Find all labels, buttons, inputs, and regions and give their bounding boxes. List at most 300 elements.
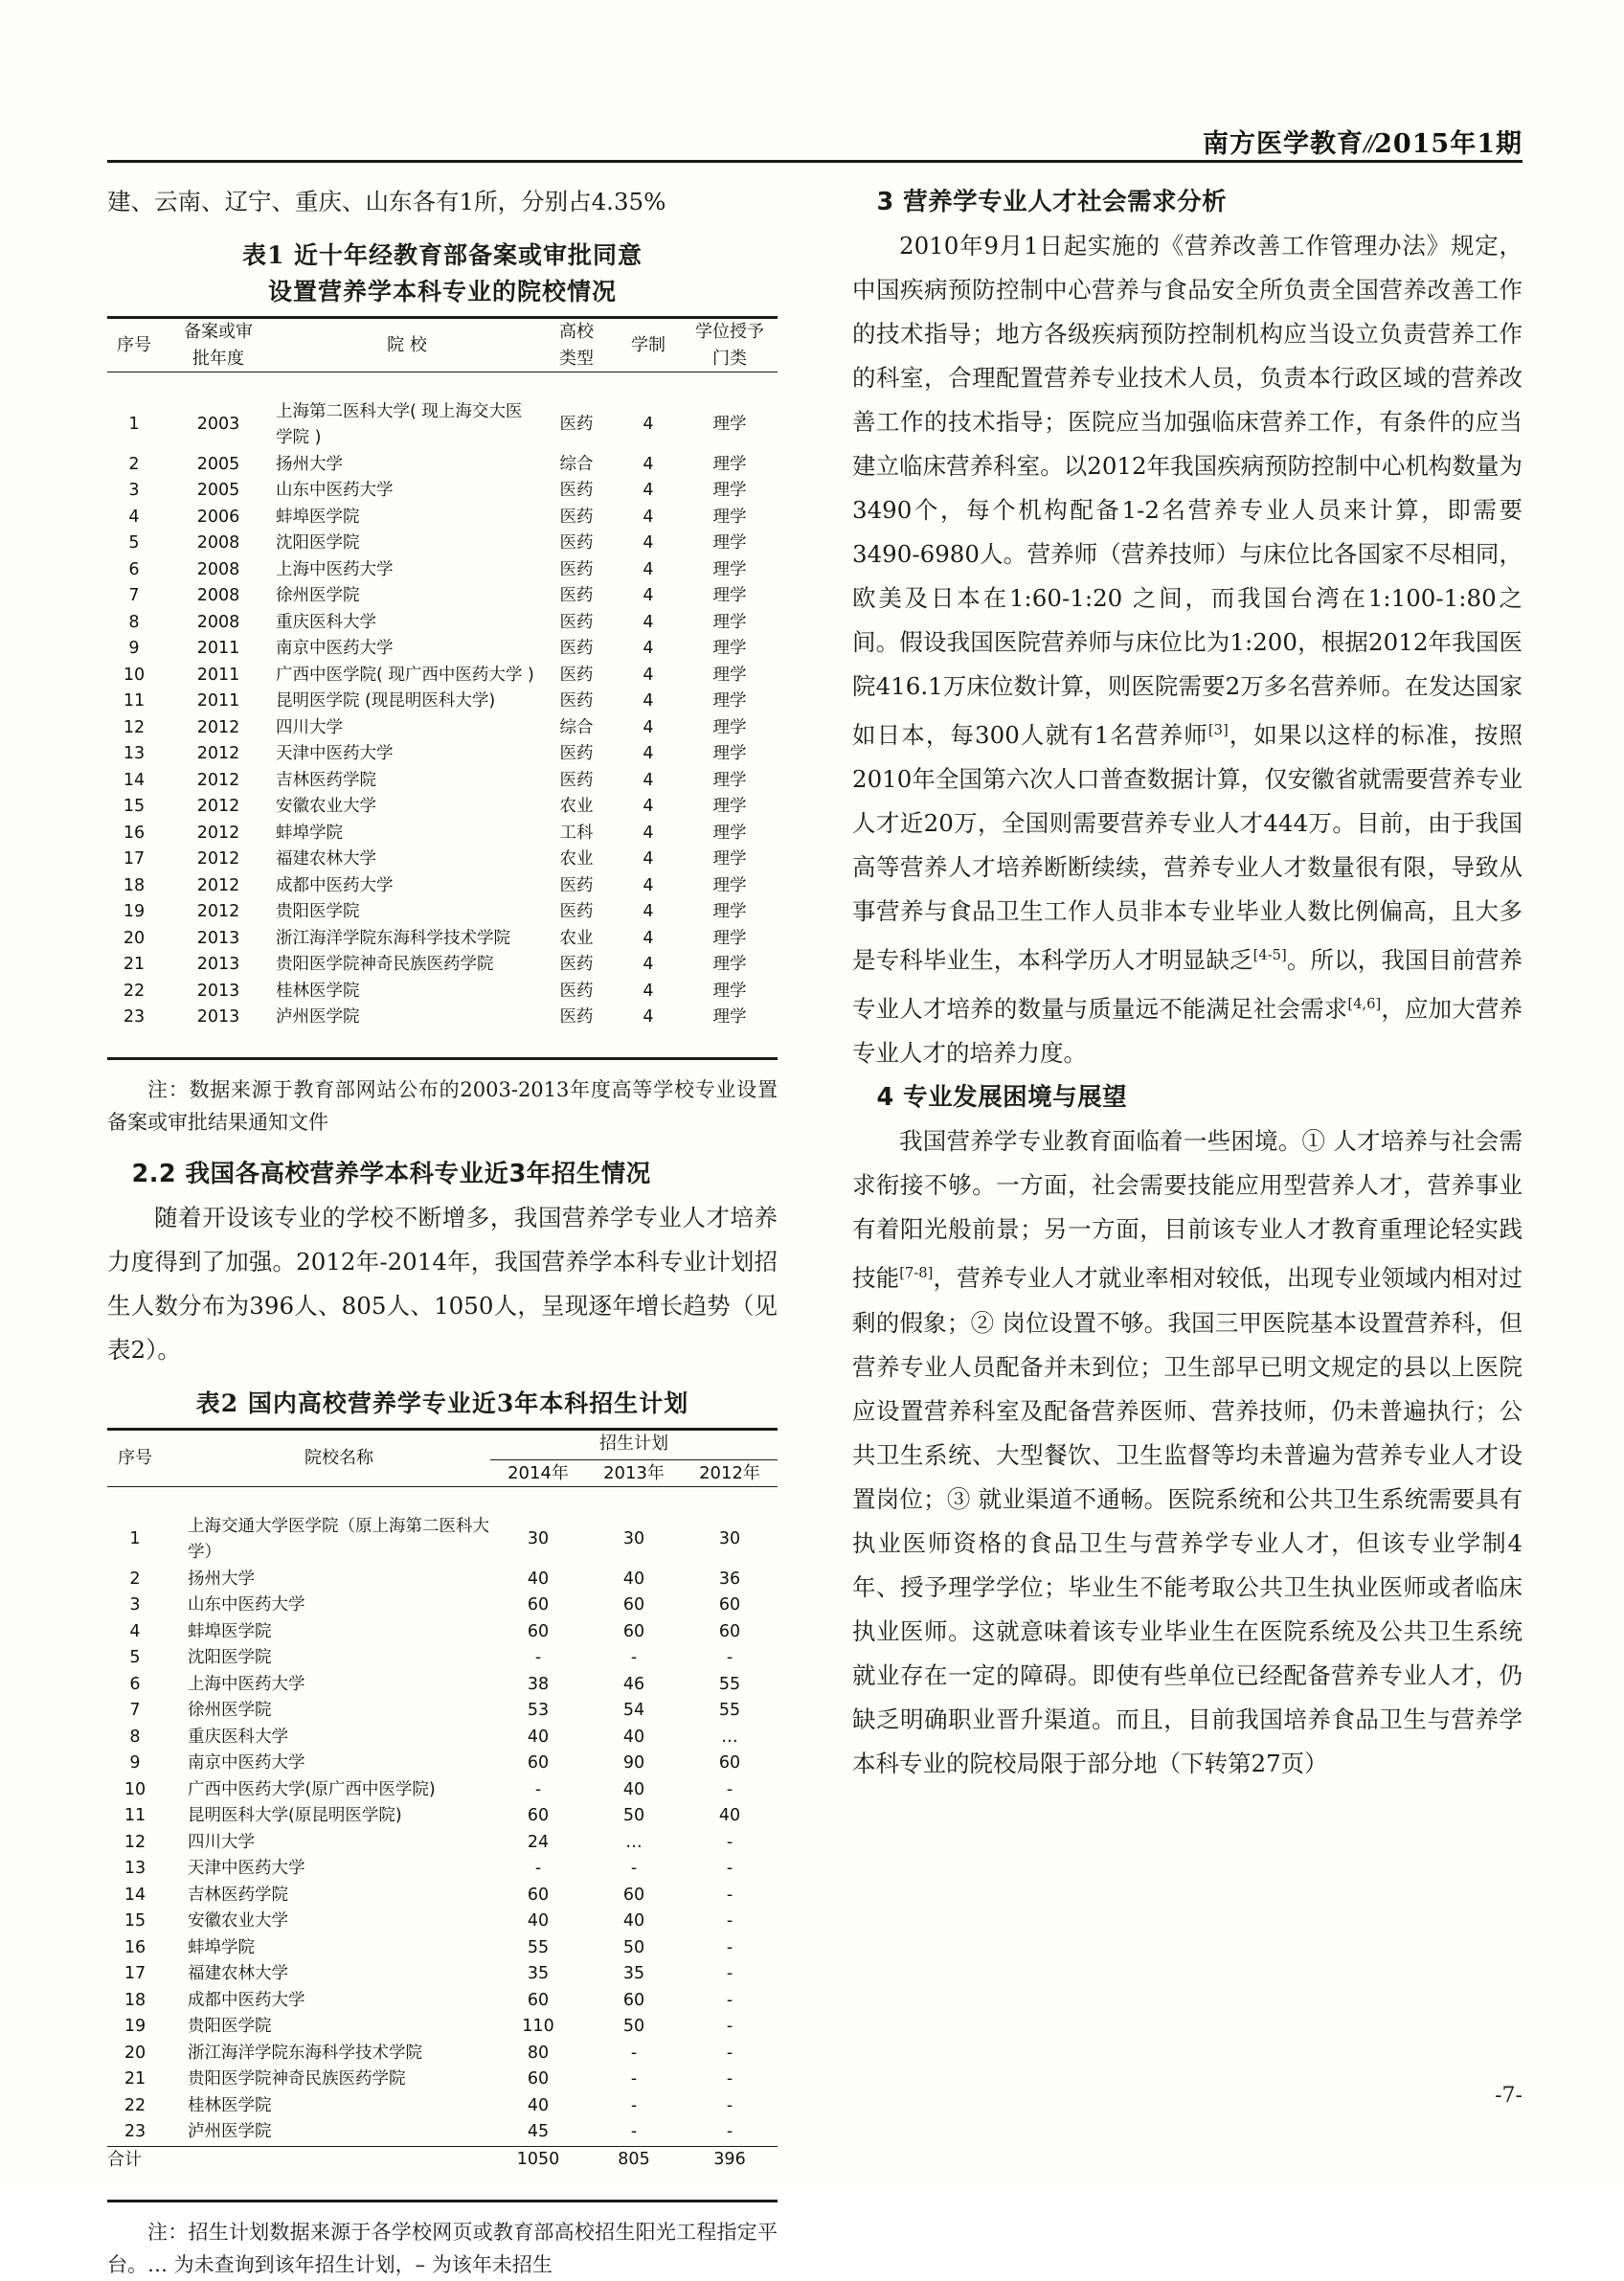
section-4-text-1: 我国营养学专业教育面临着一些困境。① 人才培养与社会需求衔接不够。一方面，社会需要技能应用型营养人才，营养事业有着阳光般前景；另一方面，目前该专业人才教育重理论轻实践技能 — [852, 1127, 1522, 1293]
table1-cell-num: 19 — [123, 902, 146, 921]
table1-cell-type: 医药 — [559, 691, 594, 711]
table2-cell-num: 13 — [124, 1859, 147, 1878]
table1-cell-num: 1 — [128, 415, 140, 435]
table1-cell-school: 泸州医学院 — [276, 1007, 360, 1027]
table-row — [107, 1005, 778, 1031]
table2-cell-2014: 40 — [527, 1727, 550, 1747]
table-row — [107, 952, 778, 979]
table1-header-type-line2: 类型 — [559, 348, 594, 369]
table1-cell-degree: 理学 — [712, 823, 747, 843]
table1-cell-degree: 理学 — [712, 533, 747, 553]
table2-cell-2014: - — [534, 1779, 542, 1799]
table1-cell-num: 8 — [128, 612, 140, 632]
table2-cell-2012: 60 — [718, 1753, 741, 1773]
table1-cell-num: 9 — [128, 639, 140, 658]
table1-cell-degree: 理学 — [712, 770, 747, 790]
table2-cell-num: 22 — [124, 2095, 147, 2115]
table-row — [107, 741, 778, 768]
table2-cell-school: 蚌埠医学院 — [188, 1621, 272, 1641]
table1-cell-school: 南京中医药大学 — [276, 639, 394, 658]
table2-cell-num: 5 — [129, 1648, 141, 1667]
table2-cell-school: 重庆医科大学 — [188, 1727, 288, 1747]
table2-header-2012: 2012年 — [699, 1462, 760, 1483]
table2-cell-school: 昆明医科大学(原昆明医学院) — [188, 1806, 402, 1825]
page-content-area — [107, 0, 1523, 2276]
table1-header-row — [107, 318, 778, 373]
table2-cell-num: 10 — [124, 1779, 147, 1799]
table1-cell-year: 2012 — [196, 875, 240, 895]
header-separator: // — [1364, 129, 1375, 158]
table2-cell-school: 桂林医学院 — [188, 2095, 272, 2115]
table1-cell-degree: 理学 — [712, 612, 747, 632]
table1-cell-type: 农业 — [559, 797, 594, 816]
table2-cell-2014: 60 — [527, 1806, 550, 1825]
table1-cell-year: 2013 — [196, 981, 240, 1001]
table2-cell-num: 23 — [124, 2122, 147, 2141]
table1-cell-degree: 理学 — [712, 507, 747, 527]
section-4-heading: 4 专业发展困境与展望 — [876, 1083, 1128, 1113]
table1-cell-num: 22 — [123, 981, 146, 1001]
table1-cell-degree: 理学 — [712, 481, 747, 500]
table1-cell-degree: 理学 — [712, 586, 747, 605]
left-column — [107, 180, 778, 2281]
table1-cell-school: 昆明医学院 (现昆明医科大学) — [276, 691, 496, 711]
table1-header-degree-line1: 学位授予 — [695, 322, 764, 342]
table2-cell-num: 7 — [129, 1701, 141, 1720]
table2-cell-2013: 90 — [622, 1753, 645, 1773]
table1-cell-school: 山东中医药大学 — [276, 481, 394, 500]
table1-cell-length: 4 — [643, 559, 654, 579]
table1-cell-school: 徐州医学院 — [276, 586, 360, 605]
table2-cell-2014: 53 — [527, 1701, 550, 1720]
table1-header-length: 学制 — [631, 334, 665, 355]
table2-cell-num: 15 — [124, 1911, 147, 1931]
table1-cell-num: 16 — [123, 823, 146, 843]
table1-cell-degree: 理学 — [712, 797, 747, 816]
table1-cell-length: 4 — [643, 639, 654, 658]
table-row — [107, 1935, 778, 1962]
table2-cell-2012: - — [726, 2122, 733, 2141]
table1-cell-school: 重庆医科大学 — [276, 612, 376, 632]
table1-cell-school: 广西中医学院( 现广西中医药大学 ) — [276, 665, 534, 685]
table2-cell-2013: 40 — [622, 1727, 645, 1747]
table-row — [107, 636, 778, 663]
table1-header-num: 序号 — [117, 334, 151, 355]
table1-cell-school: 上海第二医科大学( 现上海交大医学院 ) — [276, 401, 523, 447]
right-column — [852, 180, 1522, 1786]
journal-title: 南方医学教育 — [1203, 129, 1365, 159]
table1-cell-year: 2011 — [196, 665, 240, 685]
table1-cell-length: 4 — [643, 665, 654, 685]
table1-cell-length: 4 — [643, 849, 654, 869]
table1-cell-year: 2012 — [196, 770, 240, 790]
table2-cell-2013: 54 — [622, 1701, 645, 1720]
table1-header-divider — [107, 373, 778, 399]
table2-cell-2013: - — [630, 1648, 638, 1667]
continued-paragraph — [107, 180, 778, 224]
table2-cell-num: 8 — [129, 1727, 141, 1747]
table2-cell-school: 扬州大学 — [188, 1569, 255, 1589]
table1-cell-length: 4 — [643, 955, 654, 974]
section-4-paragraph — [852, 1119, 1522, 1785]
header-divider — [107, 160, 1522, 163]
table1-cell-type: 综合 — [559, 717, 594, 737]
table1-header-year — [161, 318, 276, 373]
table2-cell-2012: 30 — [718, 1529, 741, 1549]
table2-cell-2013: 50 — [622, 1806, 645, 1825]
table2-cell-school: 天津中医药大学 — [188, 1859, 305, 1878]
table1-cell-num: 21 — [123, 955, 146, 974]
table2-cell-2012: - — [726, 1990, 733, 2010]
section-3-text-3: 。所以，我国目前营养专业人才培养的数量与质量远不能满足社会需求 — [852, 946, 1522, 1024]
table-row — [107, 821, 778, 847]
table1-cell-year: 2012 — [196, 797, 240, 816]
table1-cell-length: 4 — [643, 823, 654, 843]
table2-cell-2013: 30 — [622, 1529, 645, 1549]
table1-header-type — [538, 318, 615, 373]
table1-cell-degree: 理学 — [712, 875, 747, 895]
table1-cell-length: 4 — [643, 717, 654, 737]
table2-cell-num: 9 — [129, 1753, 141, 1773]
table-row — [107, 847, 778, 873]
table-row — [107, 689, 778, 715]
table2-cell-2013: - — [630, 2069, 638, 2089]
table2-cell-school: 安徽农业大学 — [188, 1911, 288, 1931]
section-4-text-2: ，营养专业人才就业率相对较低，出现专业领域内相对过剩的假象；② 岗位设置不够。我国三甲医院基本设置营养科，但营养专业人员配备并未到位；卫生部早已明文规定的县以上医院应设置营养科室及配备营养医师、营养技师，仍未普遍执行；公共卫生系统、大型餐饮、卫生监督等均未普遍为营养专业人才设置岗位；③ 就业渠道不通畅。医院系统和公共卫生系统需要具有执业医师资格的食品卫生与营养学专业人才，但该专业学制4年、授予理学学位；毕业生不能考取公共卫生执业医师或者临床执业医师。这就意味着该专业毕业生在医院系统及公共卫生系统就业存在一定的障碍。即使有些单位已经配备营养专业人才，仍缺乏明确职业晋升渠道。而且，目前我国培养食品卫生与营养学本科专业的院校局限于部分地（下转第27页） — [852, 1264, 1522, 1777]
table1-cell-length: 4 — [643, 481, 654, 500]
table2-cell-2012: - — [726, 2069, 733, 2089]
table1-cell-degree: 理学 — [712, 559, 747, 579]
table1-cell-type: 医药 — [559, 902, 594, 921]
page-footer — [107, 2084, 1522, 2108]
subsection-2-2-heading: 2.2 我国各高校营养学本科专业近3年招生情况 — [131, 1160, 651, 1188]
table1-header-year-line2: 批年度 — [192, 348, 244, 369]
table2-cell-school: 南京中医药大学 — [188, 1753, 305, 1773]
table1-cell-year: 2003 — [196, 415, 240, 435]
table1-cell-year: 2012 — [196, 744, 240, 763]
subsection-2-2-paragraph: 随着开设该专业的学校不断增多，我国营养学专业人才培养力度得到了加强。2012年-2014年，我国营养学本科专业计划招生人数分布为396人、805人、1050人，呈现逐年增长趋势（见表2）。 — [107, 1204, 778, 1364]
table-row — [107, 1725, 778, 1751]
table2-cell-num: 14 — [124, 1885, 147, 1905]
table1-cell-num: 18 — [123, 875, 146, 895]
table2-cell-2014: 40 — [527, 2095, 550, 2115]
table-row — [107, 583, 778, 610]
table1-cell-length: 4 — [643, 1007, 654, 1027]
table2-cell-2012: - — [726, 1832, 733, 1852]
table2-cell-2012: - — [726, 2043, 733, 2063]
section-4-body — [852, 1119, 1522, 1785]
table2-cell-2014: 60 — [527, 1753, 550, 1773]
table2-cell-2013: 60 — [622, 1595, 645, 1615]
table1-cell-type: 农业 — [559, 849, 594, 869]
table1-divider-cell — [107, 373, 778, 399]
table2-cell-2013: - — [630, 2043, 638, 2063]
table1-cell-year: 2005 — [196, 454, 240, 474]
table2-cell-2012: - — [726, 1885, 733, 1905]
issue-label: 2015年1期 — [1374, 129, 1522, 159]
section-3-ref-3: [4,6] — [1347, 996, 1382, 1013]
table1-cell-school: 福建农林大学 — [276, 849, 376, 869]
table-row — [107, 1672, 778, 1699]
table2-cell-2013: 60 — [622, 1990, 645, 2010]
table2-cell-school: 泸州医学院 — [188, 2122, 272, 2141]
table2-cell-2013: - — [630, 2095, 638, 2115]
table2-cell-2012: - — [726, 1859, 733, 1878]
table1-cell-length: 4 — [643, 507, 654, 527]
table1-header-type-line1: 高校 — [559, 322, 594, 342]
table1-caption-line2: 设置营养学本科专业的院校情况 — [267, 278, 617, 305]
table-row — [107, 979, 778, 1005]
table1-cell-type: 医药 — [559, 586, 594, 605]
table2-cell-2014: 110 — [522, 2017, 554, 2036]
table2-cell-2012: - — [726, 1964, 733, 1983]
table2-cell-2012: - — [726, 2017, 733, 2036]
table1-note: 注：数据来源于教育部网站公布的2003-2013年度高等学校专业设置备案或审批结果通知文件 — [107, 1078, 778, 1134]
table-row — [107, 926, 778, 953]
table1-bottom-divider — [107, 1031, 778, 1059]
table1-cell-type: 医药 — [559, 612, 594, 632]
table1-cell-degree: 理学 — [712, 717, 747, 737]
table1-cell-year: 2005 — [196, 481, 240, 500]
table2-cell-2013: - — [630, 1859, 638, 1878]
table1-cell-degree: 理学 — [712, 665, 747, 685]
table-row — [107, 610, 778, 637]
table2-caption: 表2 国内高校营养学专业近3年本科招生计划 — [195, 1389, 689, 1417]
table2-cell-2014: - — [534, 1648, 542, 1667]
table2-total-2012: 396 — [713, 2149, 746, 2169]
table-row — [107, 1830, 778, 1857]
table-row — [107, 505, 778, 531]
table2-divider-cell — [107, 1487, 778, 1514]
table1-caption-line1: 表1 近十年经教育部备案或审批同意 — [241, 241, 643, 269]
section-3-text-4: ，应加大营养专业人才的培养力度。 — [852, 995, 1523, 1068]
table1-cell-school: 成都中医药大学 — [276, 875, 394, 895]
table2-cell-num: 19 — [124, 2017, 147, 2036]
table2-cell-2012: 60 — [718, 1621, 741, 1641]
table1-cell-year: 2008 — [196, 533, 240, 553]
table2-cell-2012: - — [726, 1779, 733, 1799]
table1-cell-year: 2008 — [196, 559, 240, 579]
table2-cell-2014: 60 — [527, 1990, 550, 2010]
table1-cell-num: 12 — [123, 717, 146, 737]
table-row — [107, 1908, 778, 1935]
table-row — [107, 715, 778, 742]
table-row — [107, 1777, 778, 1804]
table1-cell-school: 蚌埠学院 — [276, 823, 343, 843]
table1-cell-length: 4 — [643, 533, 654, 553]
section-3-text-2: ，如果以这样的标准，按照2010年全国第六次人口普查数据计算，仅安徽省就需要营养专业人才近20万，全国则需要营养专业人才444万。目前，由于我国高等营养人才培养断断续续，营养专业人才数量很有限，导致从事营养与食品卫生工作人员非本专业毕业人数比例偏高，且大多是专科毕业生，本科学历人才明显缺乏 — [852, 721, 1522, 975]
table2-cell-2013: 60 — [622, 1885, 645, 1905]
table2-cell-2013: 40 — [622, 1911, 645, 1931]
table1-cell-year: 2012 — [196, 717, 240, 737]
table2-cell-2013: - — [630, 2122, 638, 2141]
table1-cell-school: 天津中医药大学 — [276, 744, 394, 763]
table2-cell-2013: 60 — [622, 1621, 645, 1641]
section-3-ref-1: [3] — [1207, 722, 1229, 738]
table-row — [107, 1645, 778, 1672]
table2-cell-num: 3 — [129, 1595, 141, 1615]
table2-cell-2013: 50 — [622, 1937, 645, 1957]
table1-cell-year: 2013 — [196, 1007, 240, 1027]
section-3-text-1: 2010年9月1日起实施的《营养改善工作管理办法》规定，中国疾病预防控制中心营养与食品安全所负责全国营养改善工作的技术指导；地方各级疾病预防控制机构应当设立负责营养工作的科室，合理配置营养专业技术人员，负责本行政区域的营养改善工作的技术指导；医院应当加强临床营养工作，有条件的应当建立临床营养科室。以2012年我国疾病预防控制中心机构数量为3490个，每个机构配备1-2名营养专业人员来计算，即需要3490-6980人。营养师（营养技师）与床位比各国家不尽相同，欧美及日本在1:60-1:20 之间，而我国台湾在1:100-1:80之间。假设我国医院营养师与床位比为1:200，根据2012年我国医院416.1万床位数计算，则医院需要2万多名营养师。在发达国家如日本，每300人就有1名营养师 — [852, 232, 1522, 750]
table-row — [107, 1567, 778, 1593]
table-row — [107, 2014, 778, 2041]
table1-cell-type: 医药 — [559, 665, 594, 685]
table-row — [107, 1514, 778, 1567]
table1-caption — [107, 237, 778, 310]
table2-cell-school: 上海中医药大学 — [188, 1674, 305, 1694]
table2-total-2014: 1050 — [516, 2149, 560, 2169]
table1-cell-year: 2008 — [196, 612, 240, 632]
table1-cell-num: 11 — [123, 691, 146, 711]
table1-cell-length: 4 — [643, 586, 654, 605]
table2-cell-school: 贵阳医学院 — [188, 2017, 272, 2036]
table1-cell-num: 6 — [128, 559, 140, 579]
table2-cell-num: 21 — [124, 2069, 147, 2089]
table2-cell-num: 12 — [124, 1832, 147, 1852]
table2-cell-school: 成都中医药大学 — [188, 1990, 305, 2010]
table1-cell-year: 2011 — [196, 691, 240, 711]
page-number: -7- — [1495, 2084, 1522, 2108]
table2-cell-school: 吉林医药学院 — [188, 1885, 288, 1905]
table-row — [107, 1619, 778, 1646]
section-3-ref-2: [4-5] — [1252, 947, 1287, 964]
table2-header-group: 招生计划 — [490, 1430, 778, 1460]
table-row — [107, 1856, 778, 1883]
table2-header-row-1 — [107, 1430, 778, 1460]
table-row — [107, 2041, 778, 2067]
table2-cell-2013: 50 — [622, 2017, 645, 2036]
table2-cell-2014: 55 — [527, 1937, 550, 1957]
table1-bottom-cell — [107, 1031, 778, 1059]
table2-cell-2013: 35 — [622, 1964, 645, 1983]
table2-cell-2012: - — [726, 2095, 733, 2115]
table1-cell-type: 医药 — [559, 770, 594, 790]
table1-cell-degree: 理学 — [712, 849, 747, 869]
table2-cell-school: 四川大学 — [188, 1832, 255, 1852]
section-4-ref-1: [7-8] — [899, 1265, 934, 1282]
table1-cell-year: 2013 — [196, 928, 240, 948]
table1-cell-school: 蚌埠医学院 — [276, 507, 360, 527]
table-row — [107, 452, 778, 479]
table2-cell-2014: 40 — [527, 1569, 550, 1589]
table2-bottom-cell — [107, 2173, 778, 2201]
table1-cell-type: 农业 — [559, 928, 594, 948]
table2-cell-school: 沈阳医学院 — [188, 1648, 272, 1667]
table2-cell-2012: 55 — [718, 1701, 741, 1720]
table1-header-degree-line2: 门类 — [712, 348, 747, 369]
table1-cell-num: 20 — [123, 928, 146, 948]
table2-cell-2012: - — [726, 1911, 733, 1931]
table2-cell-2014: - — [534, 1859, 542, 1878]
table2-total-label: 合计 — [107, 2149, 142, 2170]
table1-cell-school: 桂林医学院 — [276, 981, 360, 1001]
page-header — [107, 123, 1522, 160]
table2-cell-school: 山东中医药大学 — [188, 1595, 305, 1615]
table-row — [107, 1803, 778, 1830]
table1-cell-num: 2 — [128, 454, 140, 474]
table1-cell-year: 2012 — [196, 823, 240, 843]
table2-cell-2012: 55 — [718, 1674, 741, 1694]
table2-cell-2012: - — [726, 1648, 733, 1667]
table2-cell-school: 上海交通大学医学院（原上海第二医科大学） — [188, 1516, 489, 1562]
table1-cell-school: 安徽农业大学 — [276, 797, 376, 816]
table-row — [107, 768, 778, 795]
table1-cell-type: 医药 — [559, 875, 594, 895]
table2-cell-2013: 40 — [622, 1569, 645, 1589]
table1-cell-length: 4 — [643, 797, 654, 816]
table2-cell-2014: 40 — [527, 1911, 550, 1931]
table1-cell-length: 4 — [643, 454, 654, 474]
table2-cell-2014: 45 — [527, 2122, 550, 2141]
table1-cell-length: 4 — [643, 902, 654, 921]
table2-cell-2012: 40 — [718, 1806, 741, 1825]
table2-cell-num: 1 — [129, 1529, 141, 1549]
table1-cell-length: 4 — [643, 612, 654, 632]
table2-cell-2014: 60 — [527, 1885, 550, 1905]
subsection-2-2-body — [107, 1196, 778, 1372]
table2-total-2013: 805 — [618, 2149, 650, 2169]
table1-cell-school: 沈阳医学院 — [276, 533, 360, 553]
table1-cell-school: 上海中医药大学 — [276, 559, 394, 579]
table1-cell-year: 2013 — [196, 955, 240, 974]
table1-body — [107, 373, 778, 1059]
continued-paragraph-text: 建、云南、辽宁、重庆、山东各有1所，分别占4.35% — [107, 188, 666, 215]
table1-cell-year: 2006 — [196, 507, 240, 527]
table-row — [107, 1750, 778, 1777]
table1-header-year-line1: 备案或审 — [184, 322, 253, 342]
table1-cell-degree: 理学 — [712, 454, 747, 474]
table2-cell-school: 徐州医学院 — [188, 1701, 272, 1720]
table1-cell-school: 浙江海洋学院东海科学技术学院 — [276, 928, 510, 948]
table2-cell-num: 6 — [129, 1674, 141, 1694]
table1-cell-length: 4 — [643, 928, 654, 948]
table2-cell-num: 16 — [124, 1937, 147, 1957]
table1-cell-school: 贵阳医学院神奇民族医药学院 — [276, 955, 494, 974]
table2-cell-2012: - — [726, 1937, 733, 1957]
table1-cell-num: 23 — [123, 1007, 146, 1027]
table1-cell-type: 医药 — [559, 1007, 594, 1027]
table-row — [107, 663, 778, 689]
table1-cell-degree: 理学 — [712, 691, 747, 711]
table-row — [107, 794, 778, 821]
table1-cell-year: 2008 — [196, 586, 240, 605]
table2-header-2014: 2014年 — [508, 1462, 569, 1483]
table1-cell-degree: 理学 — [712, 1007, 747, 1027]
table1-cell-num: 4 — [128, 507, 140, 527]
section-3-paragraph — [852, 224, 1522, 1075]
table1-cell-length: 4 — [643, 691, 654, 711]
table2-cell-num: 2 — [129, 1569, 141, 1589]
table2-cell-2012: 36 — [718, 1569, 741, 1589]
table1-cell-type: 医药 — [559, 955, 594, 974]
table2-cell-2013: 46 — [622, 1674, 645, 1694]
table1-cell-degree: 理学 — [712, 981, 747, 1001]
table2-cell-2014: 60 — [527, 2069, 550, 2089]
section-3-heading: 3 营养学专业人才社会需求分析 — [876, 188, 1228, 216]
table2-cell-school: 贵阳医学院神奇民族医药学院 — [188, 2069, 406, 2089]
table1-cell-type: 医药 — [559, 981, 594, 1001]
table2-cell-school: 浙江海洋学院东海科学技术学院 — [188, 2043, 422, 2063]
table-row — [107, 899, 778, 926]
table2-cell-num: 18 — [124, 1990, 147, 2010]
table2-note: 注：招生计划数据来源于各学校网页或教育部高校招生阳光工程指定平台。… 为未查询到该年招生计划，– 为该年未招生 — [107, 2220, 778, 2276]
table2-cell-2014: 60 — [527, 1621, 550, 1641]
table-row — [107, 478, 778, 505]
table-row — [107, 1592, 778, 1619]
table1-cell-school: 吉林医药学院 — [276, 770, 376, 790]
table2-cell-school: 广西中医药大学(原广西中医学院) — [188, 1779, 436, 1799]
